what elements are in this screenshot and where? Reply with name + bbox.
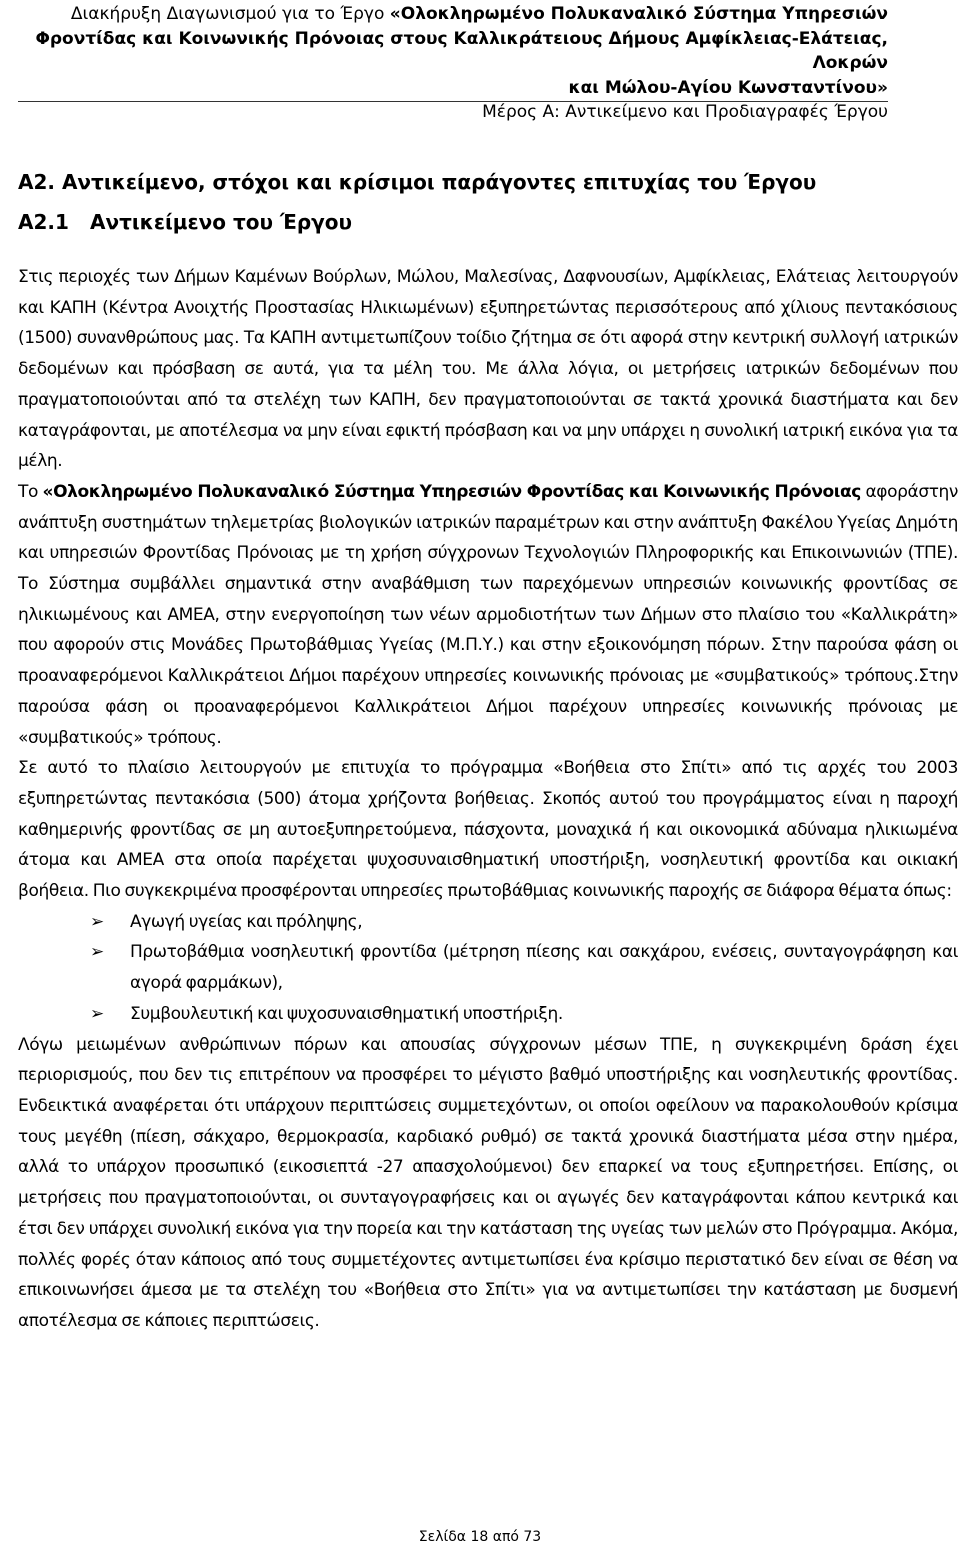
- paragraph-2: Το «Ολοκληρωμένο Πολυκαναλικό Σύστημα Υπηρεσιών Φροντίδας και Κοινωνικής Πρόνοιας αφοράστην ανάπτυξη συστημάτων τηλεμετρίας βιολογικών ιατρικών παραμέτρων και στην ανάπτυξη Φακέλου Υγείας Δημότη και υπηρεσιών Φροντίδας Πρόνοιας με τη χρήση σύγχρονων Τεχνολογιών Πληροφορικής και Επικοινωνιών (ΤΠΕ). Το Σύστημα συμβάλλει σημαντικά στην αναβάθμιση των παρεχόμενων υπηρεσιών κοινωνικής φροντίδας σε ηλικιωμένους και ΑΜΕΑ, στην ενεργοποίηση των νέων αρμοδιοτήτων των Δήμων στο πλαίσιο του «Καλλικράτη» που αφορούν στις Μονάδες Πρωτοβάθμιας Υγείας (Μ.Π.Υ.) και στην εξοικονόμηση πόρων. Στην παρούσα φάση οι προαναφερόμενοι Καλλικράτειοι Δήμοι παρέχουν υπηρεσίες κοινωνικής πρόνοιας με «συμβατικούς» τρόπους.Στην παρούσα φάση οι προαναφερόμενοι Καλλικράτειοι Δήμοι παρέχουν υπηρεσίες κοινωνικής πρόνοιας με «συμβατικούς» τρόπους.: [18, 481, 958, 748]
- arrow-bullet-icon: ➢: [90, 1003, 104, 1024]
- section-heading: Α2. Αντικείμενο, στόχοι και κρίσιμοι παράγοντες επιτυχίας του Έργου: [18, 170, 817, 194]
- subsection-title: Αντικείμενο του Έργου: [90, 210, 353, 234]
- list-item: ➢ Πρωτοβάθμια νοσηλευτική φροντίδα (μέτρηση πίεσης και σακχάρου, ενέσεις, συνταγογράφηση και αγορά φαρμάκων),: [18, 937, 958, 998]
- header-line-3: και Μώλου-Αγίου Κωνσταντίνου»: [568, 77, 888, 98]
- arrow-bullet-icon: ➢: [90, 911, 104, 932]
- header-divider: [18, 101, 888, 102]
- project-title: «Ολοκληρωμένο Πολυκαναλικό Σύστημα Υπηρεσιών Φροντίδας και Κοινωνικής Πρόνοιας: [42, 481, 861, 502]
- document-body: [18, 262, 958, 1337]
- paragraph-4: Λόγω μειωμένων ανθρώπινων πόρων και απουσίας σύγχρονων μέσων ΤΠΕ, η συγκεκριμένη δράση έχει περιορισμούς, που δεν τις επιτρέπουν να προσφέρει το μέγιστο βαθμό υποστήριξης και νοσηλευτικής φροντίδας. Ενδεικτικά αναφέρεται ότι υπάρχουν περιπτώσεις συμμετεχόντων, οι οποίοι οφείλουν να παρακολουθούν κρίσιμα τους μεγέθη (πίεση, σάκχαρο, θερμοκρασία, καρδιακό ρυθμό) σε τακτά χρονικά διαστήματα μέσα στην ημέρα, αλλά το υπάρχον προσωπικό (εικοσιεπτά -27 απασχολούμενοι) δεν επαρκεί να τους εξυπηρετήσει. Επίσης, οι μετρήσεις που πραγματοποιούνται, οι συνταγογραφήσεις και οι αγωγές δεν καταγράφονται κάπου κεντρικά και έτσι δεν υπάρχει συνολική εικόνα για την πορεία και την κατάσταση της υγείας των μελών στο Πρόγραμμα. Ακόμα, πολλές φορές όταν κάποιος από τους συμμετέχοντες αντιμετωπίσει ένα κρίσιμο περιστατικό δεν είναι σε θέση να επικοινωνήσει άμεσα με τα στελέχη του «Βοήθεια στο Σπίτι» για να αντιμετωπίσει την κατάσταση με δυσμενή αποτέλεσμα σε κάποιες περιπτώσεις.: [18, 1034, 958, 1331]
- paragraph-1: Στις περιοχές των Δήμων Καμένων Βούρλων, Μώλου, Μαλεσίνας, Δαφνουσίων, Αμφίκλειας, Ελάτειας λειτουργούν και ΚΑΠΗ (Κέντρα Ανοιχτής Προστασίας Ηλικιωμένων) εξυπηρετώντας περισσότερους από χίλιους πεντακόσιους (1500) συνανθρώπους μας. Τα ΚΑΠΗ αντιμετωπίζουν τοίδιο ζήτημα σε ότι αφορά στην κεντρική συλλογή ιατρικών δεδομένων και πρόσβαση σε αυτά, για τα μέλη του. Με άλλα λόγια, οι μετρήσεις ιατρικών δεδομένων που πραγματοποιούνται από τα στελέχη των ΚΑΠΗ, δεν πραγματοποιούνται σε τακτά χρονικά διαστήματα και δεν καταγράφονται, με αποτέλεσμα να μην είναι εφικτή πρόσβαση και να μην υπάρχει η συνολική ιατρική εικόνα για τα μέλη.: [18, 267, 958, 472]
- subsection-heading: [18, 207, 352, 237]
- arrow-bullet-icon: ➢: [90, 942, 104, 963]
- list-item: ➢ Συμβουλευτική και ψυχοσυναισθηματική υποστήριξη.: [18, 999, 958, 1030]
- header-line-4: Μέρος Α: Αντικείμενο και Προδιαγραφές Έργου: [482, 102, 888, 122]
- page-number: Σελίδα 18 από 73: [418, 1529, 542, 1545]
- subsection-number: Α2.1: [18, 210, 69, 234]
- header-line-1: Διακήρυξη Διαγωνισμού για το Έργο «Ολοκληρωμένο Πολυκαναλικό Σύστημα Υπηρεσιών: [70, 4, 888, 24]
- paragraph-3: Σε αυτό το πλαίσιο λειτουργούν με επιτυχία το πρόγραμμα «Βοήθεια στο Σπίτι» από τις αρχές του 2003 εξυπηρετώντας πεντακόσια (500) άτομα χρήζοντα βοήθειας. Σκοπός αυτού του προγράμματος είναι η παροχή καθημερινής φροντίδας σε μη αυτοεξυπηρετούμενα, πάσχοντα, μοναχικά ή και οικονομικά αδύναμα ηλικιωμένα άτομα και ΑΜΕΑ στα οποία παρέχεται ψυχοσυναισθηματική υποστήριξη, νοσηλευτική φροντίδα και οικιακή βοήθεια. Πιο συγκεκριμένα προσφέρονται υπηρεσίες πρωτοβάθμιας κοινωνικής παροχής σε διάφορα θέματα όπως:: [18, 758, 958, 902]
- header-line-2: Φροντίδας και Κοινωνικής Πρόνοιας στους Καλλικράτειους Δήμους Αμφίκλειας-Ελάτειας, Λοκρών: [35, 28, 888, 73]
- list-item: ➢ Αγωγή υγείας και πρόληψης,: [18, 907, 958, 938]
- page-header: [8, 2, 888, 125]
- services-list: [18, 907, 958, 1030]
